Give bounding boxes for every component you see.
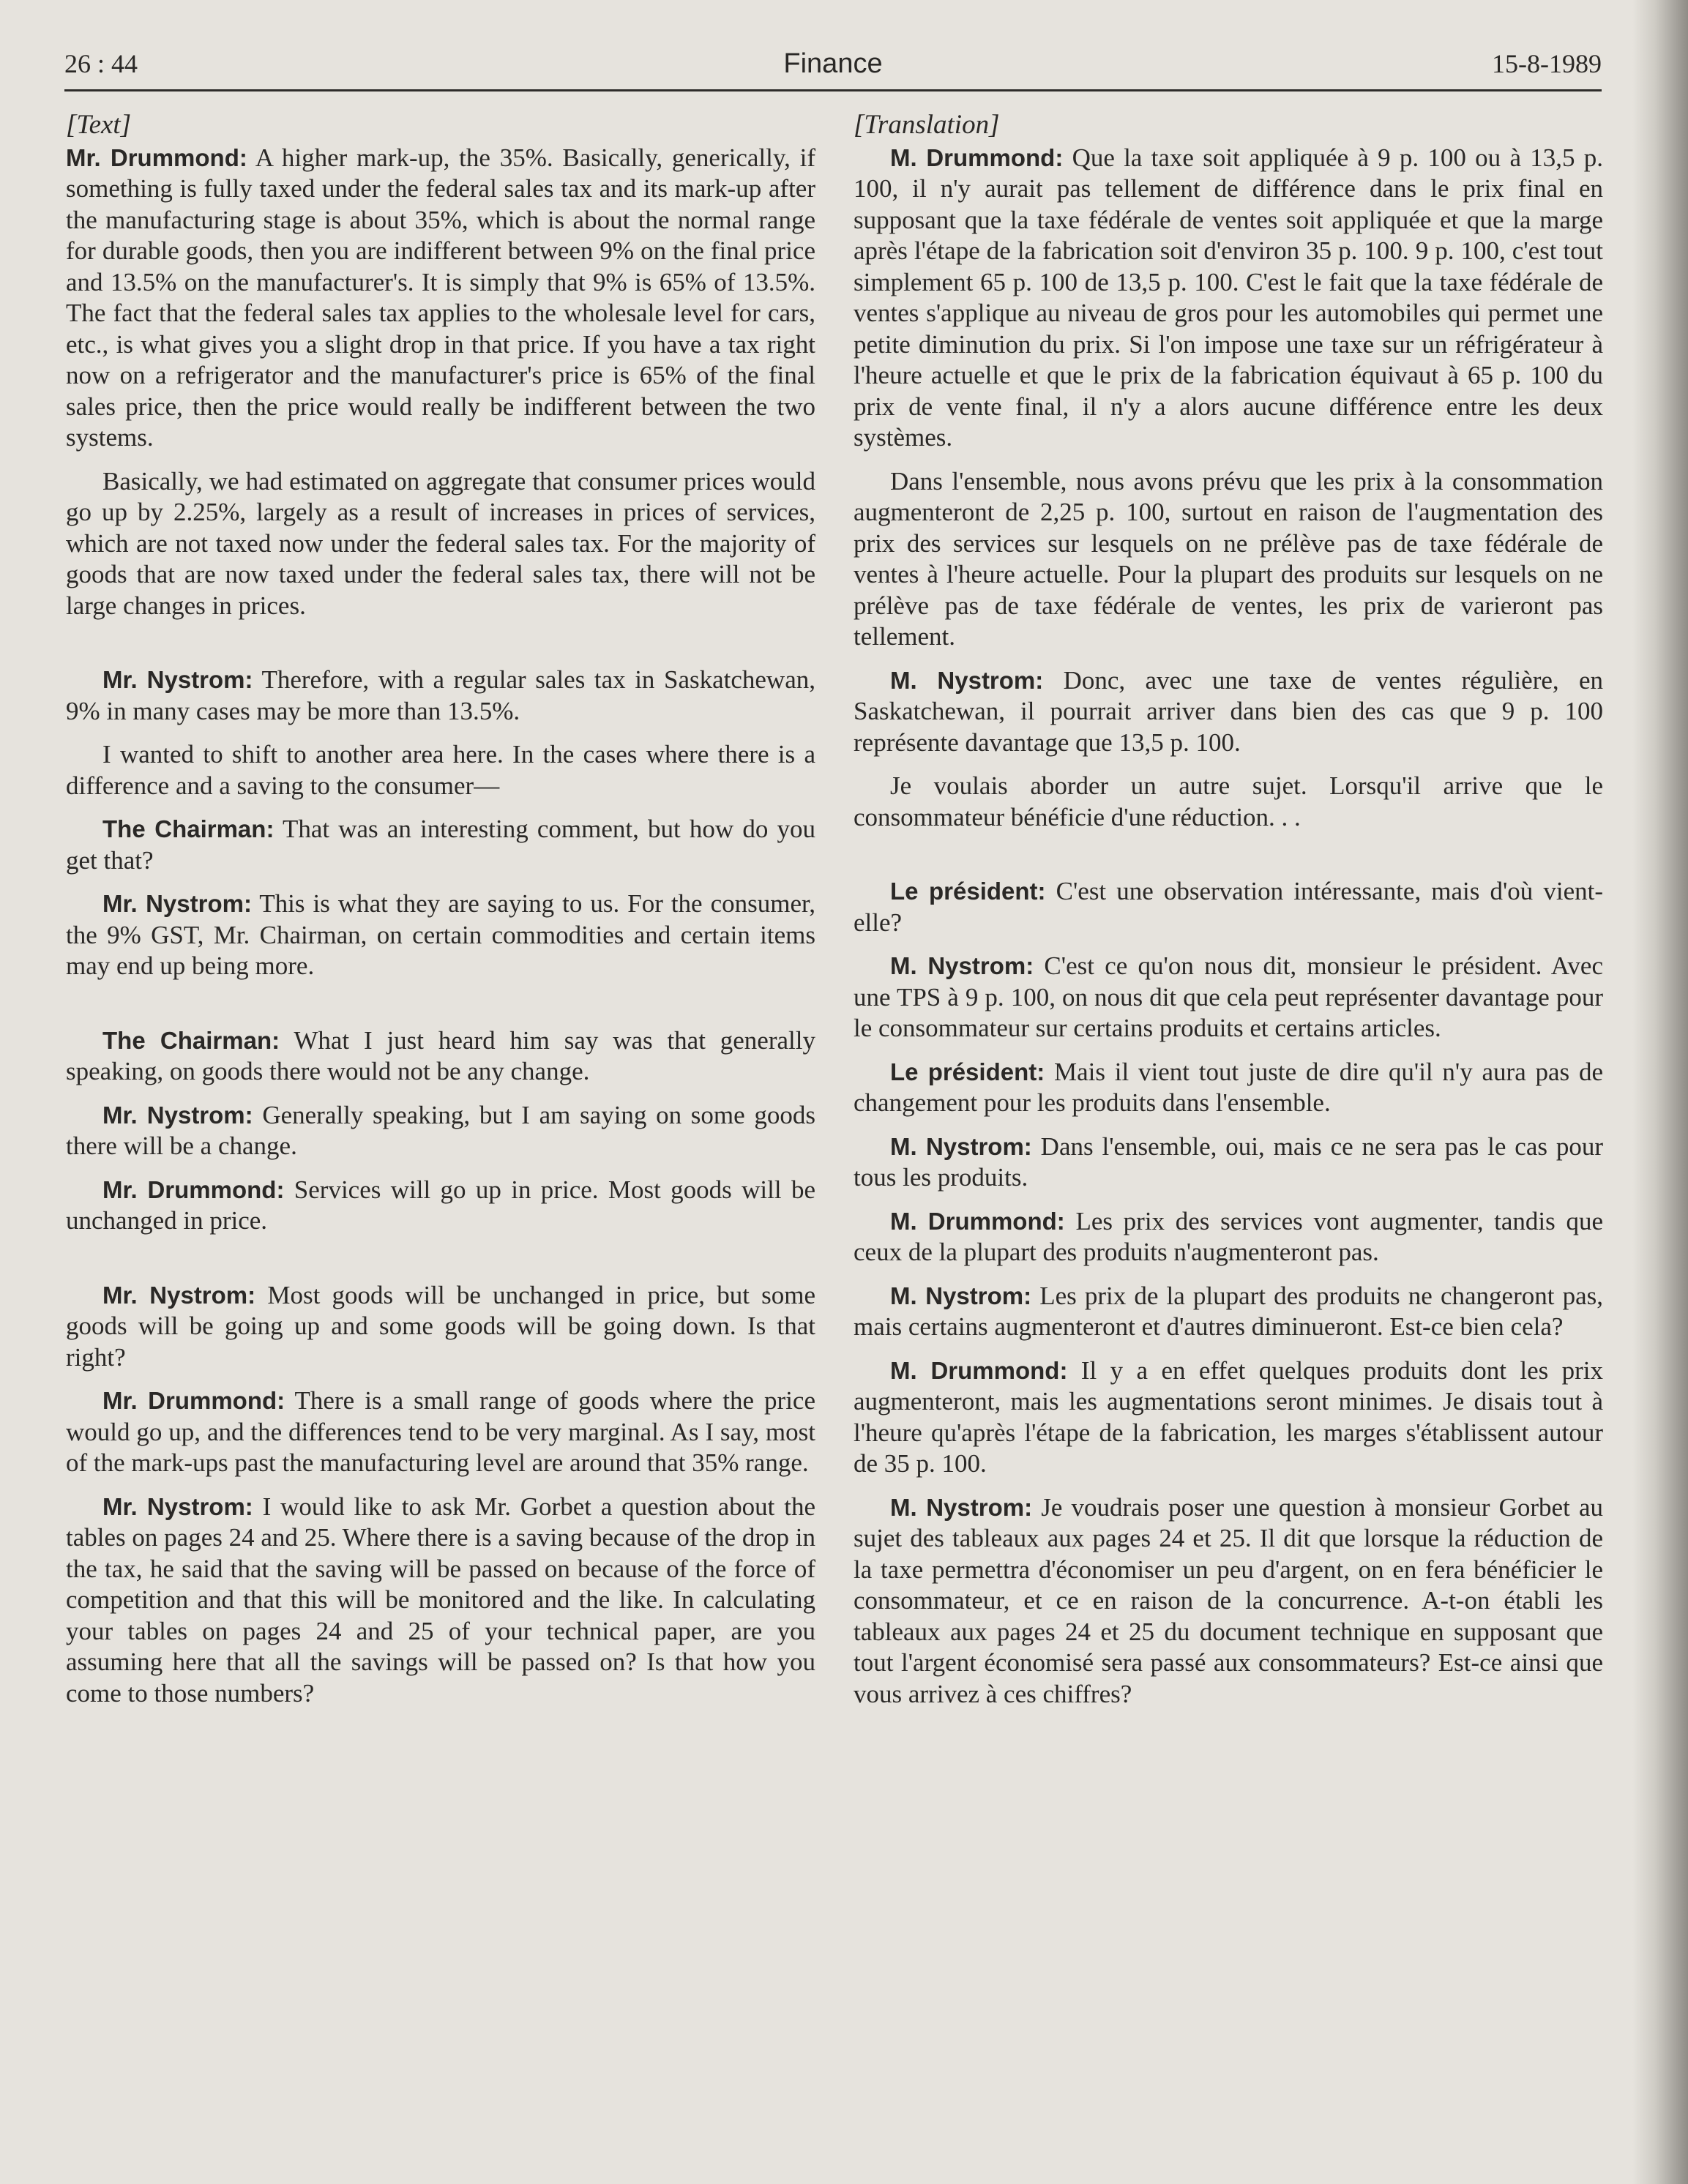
speaker-name: Mr. Nystrom: [102,666,253,693]
paragraph-text: Il y a en effet quelques produits dont les prix augmenteront, mais les augmentations seront minimes. Je disais tout à l'heure qu'après l'étape de la fabrication, les marges s'établissent autour de 35 p. 100. [854,1355,1604,1478]
paragraph-text: What I just heard him say was that generally speaking, on goods there would not be any change. [66,1025,815,1085]
paragraph [66,814,815,876]
paragraph-text: Donc, avec une taxe de ventes régulière, en Saskatchewan, il pourrait arriver dans bien des cas que 9 p. 100 représente davantage que 13,5 p. 100. [854,665,1603,757]
paragraph-text: There is a small range of goods where the price would go up, and the differences tend to be very marginal. As I say, most of the mark-ups past the manufacturing level are around that 35% range. [66,1386,815,1477]
paragraph [66,1175,815,1237]
paragraph-text: Dans l'ensemble, nous avons prévu que les prix à la consommation augmenteront de 2,25 p. 100, surtout en raison de l'augmentation des prix des services sur lesquels on ne prélève pas de taxe fédérale de ventes à l'heure actuelle. Pour la plupart des produits sur lesquels on ne prélève pas de taxe fédérale de ventes, les prix de varieront pas tellement. [854,466,1603,651]
paragraph-text: Therefore, with a regular sales tax in Saskatchewan, 9% in many cases may be more than 13.5%. [66,665,815,725]
paragraph-text: Dans l'ensemble, oui, mais ce ne sera pas le cas pour tous les produits. [854,1132,1604,1192]
speaker-name: The Chairman: [102,815,275,842]
french-column [854,110,1603,1722]
paragraph-text: Most goods will be unchanged in price, but some goods will be going up and some goods will be going down. Is that right? [66,1280,815,1372]
paragraph-text: C'est ce qu'on nous dit, monsieur le président. Avec une TPS à 9 p. 100, on nous dit que cela peut représenter davantage pour le consommateur sur certains produits et certains articles. [854,951,1603,1042]
speaker-name: Mr. Drummond: [102,1387,285,1414]
paragraph-text: Services will go up in price. Most goods will be unchanged in price. [66,1175,815,1235]
paragraph [854,771,1603,833]
page-number: 26 : 44 [64,49,138,78]
paragraph-text: Que la taxe soit appliquée à 9 p. 100 ou à 13,5 p. 100, il n'y aurait pas tellement de différence dans le prix final en supposant que la taxe fédérale de ventes soit appliquée et que la marge après l'étape de la fabrication soit d'environ 35 p. 100. 9 p. 100, c'est tout simplement 65 p. 100 de 13,5 p. 100. C'est le fait que la taxe fédérale de ventes s'applique au niveau de gros pour les automobiles qui permet une petite diminution du prix. Si l'on impose une taxe sur un réfrigérateur à l'heure actuelle et que le prix de la fabrication équivaut à 65 p. 100 du prix de vente final, il n'y a alors aucune différence entre les deux systèmes. [854,143,1603,452]
speaker-name: M. Nystrom: [890,1493,1033,1521]
speaker-name: M. Nystrom: [890,952,1034,979]
text-tag: [Text] [66,110,132,140]
speaker-name: Mr. Nystrom: [102,1492,253,1520]
speaker-name: Mr. Drummond: [102,1175,285,1203]
running-title: Finance [783,48,883,79]
paragraph [66,1280,815,1374]
paragraph [854,1281,1603,1343]
paragraph [66,143,815,454]
speaker-name: Mr. Nystrom: [102,1101,253,1129]
paragraph [66,1100,815,1162]
translation-tag: [Translation] [854,110,1000,140]
paragraph-text: Les prix des services vont augmenter, tandis que ceux de la plupart des produits n'augmenteront pas. [854,1206,1603,1266]
paragraph [66,665,815,727]
speaker-name: M. Nystrom: [890,666,1044,694]
paragraph [66,1385,815,1479]
paragraph-text: Je voulais aborder un autre sujet. Lorsqu'il arrive que le consommateur bénéficie d'une réduction. . . [854,771,1603,831]
paragraph-text: That was an interesting comment, but how do you get that? [66,815,815,875]
paragraph-text: C'est une observation intéressante, mais d'où vient-elle? [854,877,1603,937]
speaker-name: Mr. Drummond: [66,143,247,171]
paragraph-text: This is what they are saying to us. For the consumer, the 9% GST, Mr. Chairman, on certain commodities and certain items may end up being more. [66,889,815,980]
paragraph-text: Je voudrais poser une question à monsieur Gorbet au sujet des tableaux aux pages 24 et 25. Il dit que lorsque la réduction de la taxe permettra d'économiser un peu d'argent, on en fera bénéficier le consommateur, et ce en raison de la concurrence. A-t-on établi les tableaux aux pages 24 et 25 du document technique en supposant que tout l'argent économisé sera passé aux consommateurs? Est-ce ainsi que vous arrivez à ces chiffres? [854,1492,1603,1708]
speaker-name: M. Nystrom: [890,1132,1032,1160]
speaker-name: M. Drummond: [890,143,1064,171]
paragraph [66,889,815,982]
speaker-name: Mr. Nystrom: [102,1281,256,1309]
paragraph-text: Generally speaking, but I am saying on some goods there will be a change. [66,1100,815,1160]
speaker-name: M. Drummond: [890,1356,1068,1384]
paragraph [854,665,1603,759]
binding-gutter [1632,0,1688,2184]
speaker-name: The Chairman: [102,1026,280,1054]
page-header [64,48,1602,91]
paragraph [854,1206,1603,1268]
paragraph [66,1025,815,1088]
paragraph [854,1355,1603,1480]
paragraph [854,876,1603,938]
paragraph [854,1057,1603,1119]
paragraph-text: I would like to ask Mr. Gorbet a question about the tables on pages 24 and 25. Where there is a saving because of the drop in the tax, he said that the saving will be passed on because of the force of competition and that this will be monitored and the like. In calculating your tables on pages 24 and 25 of your technical paper, are you assuming here that all the savings will be passed on? Is that how you come to those numbers? [66,1492,815,1708]
paragraph [854,951,1603,1044]
speaker-name: Le président: [890,878,1046,905]
paragraph-text: I wanted to shift to another area here. In the cases where there is a difference and a saving to the consumer— [66,740,815,800]
paragraph [854,466,1603,653]
paragraph-text: A higher mark-up, the 35%. Basically, generically, if something is fully taxed under the federal sales tax and its mark-up after the manufacturing stage is about 35%, which is about the normal range for durable goods, then you are indifferent between 9% on the final price and 13.5% on the manufacturer's. It is simply that 9% is 65% of 13.5%. The fact that the federal sales tax applies to the wholesale level for cars, etc., is what gives you a slight drop in that price. If you have a tax right now on a refrigerator and the manufacturer's price is 65% of the final sales price, then the price would really be indifferent between the two systems. [66,143,816,452]
speaker-name: M. Drummond: [890,1207,1065,1235]
english-column [66,110,815,1721]
speaker-name: M. Nystrom: [890,1282,1032,1309]
paragraph [854,143,1603,454]
speaker-name: Mr. Nystrom: [102,890,252,917]
page-date: 15-8-1989 [1492,49,1602,78]
paragraph [854,1492,1603,1710]
paragraph-text: Mais il vient tout juste de dire qu'il n'y aura pas de changement pour les produits dans l'ensemble. [854,1057,1603,1117]
speaker-name: Le président: [890,1058,1045,1085]
paragraph [66,1492,815,1710]
paragraph-text: Les prix de la plupart des produits ne changeront pas, mais certains augmenteront et d'autres diminueront. Est-ce bien cela? [854,1281,1603,1341]
paragraph [66,466,815,622]
paragraph [66,739,815,801]
paragraph [854,1132,1603,1194]
paragraph-text: Basically, we had estimated on aggregate that consumer prices would go up by 2.25%, largely as a result of increases in prices of services, which are not taxed now under the federal sales tax. For the majority of goods that are now taxed under the federal sales tax, there will not be large changes in prices. [66,466,815,620]
